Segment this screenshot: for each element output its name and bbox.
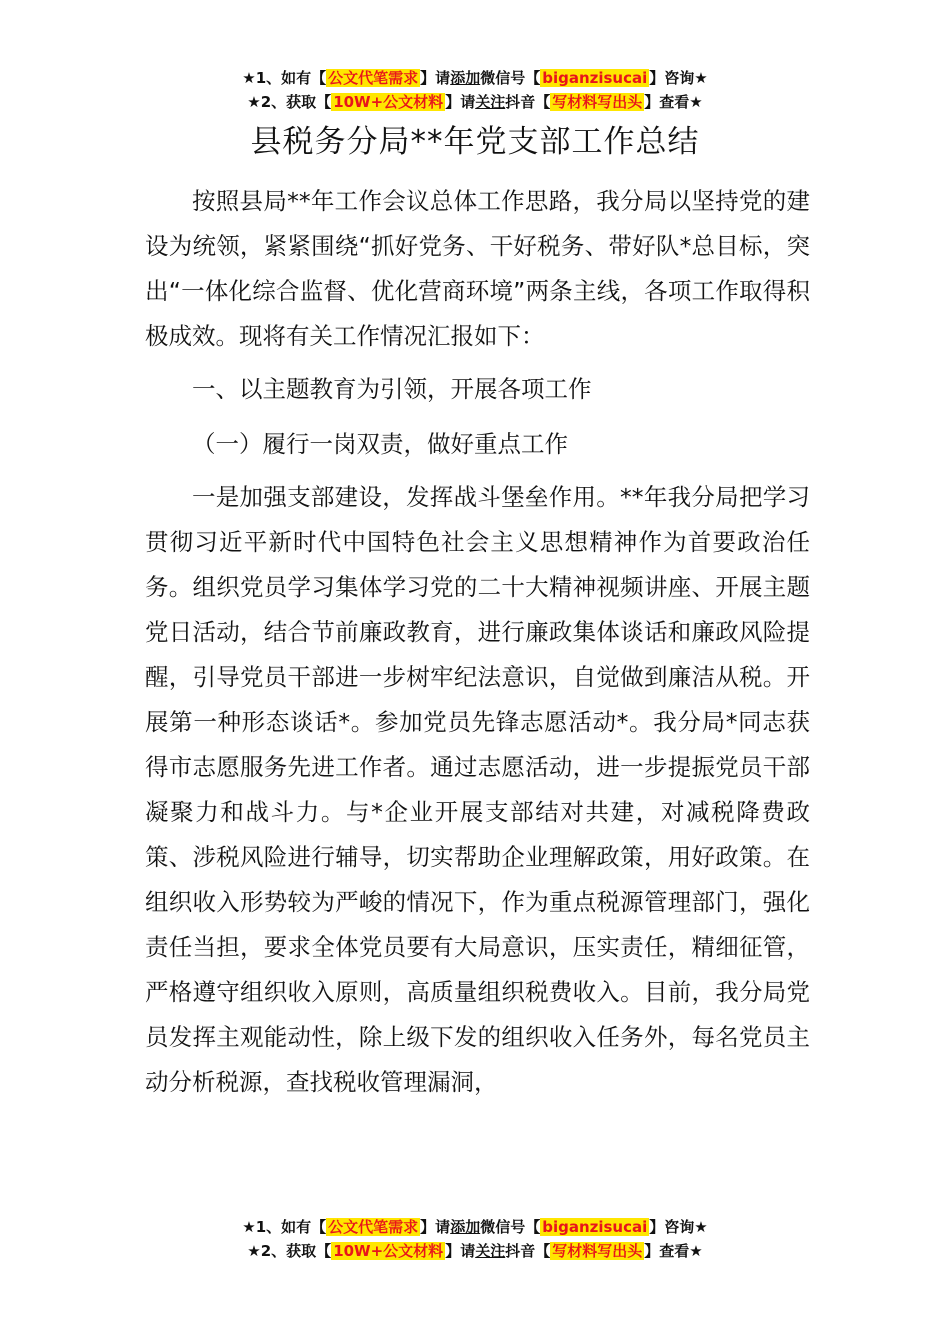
promo-text: ★1、如有【 (242, 69, 327, 87)
promo-line-1 (0, 1215, 950, 1239)
promo-text: 】咨询★ (649, 69, 708, 87)
promo-highlight: 写材料写出头 (552, 1242, 643, 1260)
promo-highlight: 写材料写出头 (552, 93, 643, 111)
promo-text: ★1、如有【 (242, 1218, 327, 1236)
document-body (145, 179, 810, 1105)
promo-text: 微信号【 (480, 1218, 541, 1236)
document-title: 县税务分局**年党支部工作总结 (250, 124, 700, 160)
promo-underlined-text: 添加 (450, 1218, 481, 1236)
promo-text: 】请 (420, 1218, 451, 1236)
promo-text: ★2、获取【 (247, 93, 332, 111)
promo-text: 微信号【 (480, 69, 541, 87)
promo-underlined-text: 关注 (475, 1242, 506, 1260)
header-promo-banner (0, 66, 950, 114)
promo-text: 】请 (445, 1242, 476, 1260)
promo-text: 抖音【 (505, 1242, 551, 1260)
promo-text: 】查看★ (644, 1242, 703, 1260)
promo-underlined-text: 添加 (450, 69, 481, 87)
promo-line-2 (0, 90, 950, 114)
promo-text: 】请 (445, 93, 476, 111)
promo-line-1 (0, 66, 950, 90)
promo-highlight: 公文代笔需求 (328, 69, 419, 87)
promo-text: 】咨询★ (649, 1218, 708, 1236)
promo-highlight: 公文代笔需求 (328, 1218, 419, 1236)
promo-highlight: 10W+公文材料 (333, 1242, 444, 1260)
promo-text: ★2、获取【 (247, 1242, 332, 1260)
promo-highlight: biganzisucai (542, 1218, 648, 1236)
promo-line-2 (0, 1239, 950, 1263)
section-heading: 一、以主题教育为引领，开展各项工作 (192, 375, 592, 403)
promo-text: 】查看★ (644, 93, 703, 111)
intro-paragraph: 按照县局**年工作会议总体工作思路，我分局以坚持党的建设为统领，紧紧围绕“抓好党务、干好税务、带好队*总目标，突出“一体化综合监督、优化营商环境”两条主线，各项工作取得积极成效。现将有关工作情况汇报如下： (145, 187, 810, 350)
subsection-heading: （一）履行一岗双责，做好重点工作 (192, 430, 568, 458)
promo-text: 抖音【 (505, 93, 551, 111)
footer-promo-banner (0, 1215, 950, 1263)
promo-highlight: biganzisucai (542, 69, 648, 87)
promo-text: 】请 (420, 69, 451, 87)
promo-underlined-text: 关注 (475, 93, 506, 111)
promo-highlight: 10W+公文材料 (333, 93, 444, 111)
body-paragraph: 一是加强支部建设，发挥战斗堡垒作用。**年我分局把学习贯彻习近平新时代中国特色社会主义思想精神作为首要政治任务。组织党员学习集体学习党的二十大精神视频讲座、开展主题党日活动，结合节前廉政教育，进行廉政集体谈话和廉政风险提醒，引导党员干部进一步树牢纪法意识，自觉做到廉洁从税。开展第一种形态谈话*。参加党员先锋志愿活动*。我分局*同志获得市志愿服务先进工作者。通过志愿活动，进一步提振党员干部凝聚力和战斗力。与*企业开展支部结对共建，对减税降费政策、涉税风险进行辅导，切实帮助企业理解政策，用好政策。在组织收入形势较为严峻的情况下，作为重点税源管理部门，强化责任当担，要求全体党员要有大局意识，压实责任，精细征管，严格遵守组织收入原则，高质量组织税费收入。目前，我分局党员发挥主观能动性，除上级下发的组织收入任务外，每名党员主动分析税源，查找税收管理漏洞， (145, 483, 810, 1096)
